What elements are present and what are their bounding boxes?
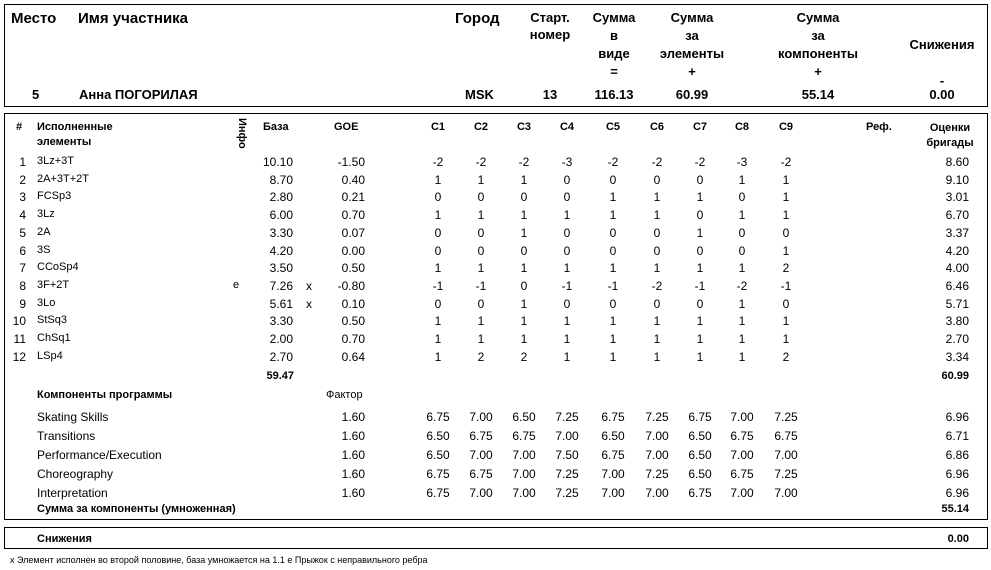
element-judge-score: 1 xyxy=(696,226,704,240)
element-judge-score: 1 xyxy=(434,173,442,187)
element-goe: 0.70 xyxy=(341,208,365,222)
element-base: 8.70 xyxy=(269,173,293,187)
element-judge-score: -1 xyxy=(607,279,619,293)
element-judge-score: 0 xyxy=(477,297,485,311)
element-base: 3.30 xyxy=(269,314,293,328)
element-judge-score: 0 xyxy=(563,190,571,204)
skater-name: Анна ПОГОРИЛАЯ xyxy=(79,87,198,102)
element-judge-score: 1 xyxy=(738,173,746,187)
element-judge-score: 1 xyxy=(609,332,617,346)
element-judge-score: 1 xyxy=(782,190,790,204)
element-judge-score: 0 xyxy=(738,244,746,258)
elements-header-info: Инфо xyxy=(236,118,248,149)
elements-header-executed xyxy=(37,120,113,150)
component-judge-score: 7.50 xyxy=(555,448,579,462)
element-base: 2.00 xyxy=(269,332,293,346)
element-name: StSq3 xyxy=(37,314,67,326)
element-goe: 0.40 xyxy=(341,173,365,187)
element-judge-score: -1 xyxy=(780,279,792,293)
element-judge-score: 1 xyxy=(653,190,661,204)
element-base: 5.61 xyxy=(269,297,293,311)
component-judge-score: 6.75 xyxy=(688,410,712,424)
element-name: ChSq1 xyxy=(37,332,71,344)
element-goe: 0.64 xyxy=(341,350,365,364)
element-num: 10 xyxy=(12,314,26,328)
element-num: 2 xyxy=(19,173,26,187)
deductions-label: Снижения xyxy=(37,533,92,545)
component-judge-score: 7.25 xyxy=(774,410,798,424)
element-judge-score: 1 xyxy=(738,350,746,364)
element-panel-score: 9.10 xyxy=(945,173,969,187)
header-start-number-line2: номер xyxy=(529,27,571,42)
component-judge-score: 6.50 xyxy=(688,448,712,462)
base-total: 59.47 xyxy=(266,370,294,382)
element-goe: 0.50 xyxy=(341,314,365,328)
header-total-line1: Сумма xyxy=(592,10,636,25)
element-bonus-mark: x xyxy=(306,297,312,311)
header-start-number xyxy=(520,9,580,43)
elements-header-panel xyxy=(918,121,982,151)
element-judge-score: 1 xyxy=(782,208,790,222)
elements-header-panel-line2: бригады xyxy=(926,137,974,149)
element-panel-score: 3.34 xyxy=(945,350,969,364)
element-num: 9 xyxy=(19,297,26,311)
element-goe: -1.50 xyxy=(337,155,365,169)
element-judge-score: 1 xyxy=(782,314,790,328)
element-judge-score: 0 xyxy=(653,173,661,187)
element-base: 2.70 xyxy=(269,350,293,364)
component-judge-score: 6.50 xyxy=(512,410,536,424)
element-info: e xyxy=(233,279,240,291)
judge-header-c9: C9 xyxy=(778,121,794,133)
element-base: 2.80 xyxy=(269,190,293,204)
element-goe: 0.00 xyxy=(341,244,365,258)
element-judge-score: 1 xyxy=(477,173,485,187)
component-judge-score: 6.75 xyxy=(426,410,450,424)
element-judge-score: 1 xyxy=(477,314,485,328)
element-judge-score: 0 xyxy=(477,244,485,258)
element-judge-score: -3 xyxy=(561,155,573,169)
element-judge-score: 0 xyxy=(434,297,442,311)
component-judge-score: 7.00 xyxy=(555,429,579,443)
element-judge-score: 1 xyxy=(520,314,528,328)
component-judge-score: 7.00 xyxy=(730,448,754,462)
element-base: 4.20 xyxy=(269,244,293,258)
element-judge-score: -2 xyxy=(651,279,663,293)
component-factor: 1.60 xyxy=(341,486,365,500)
component-judge-score: 7.00 xyxy=(774,448,798,462)
element-judge-score: 0 xyxy=(434,244,442,258)
element-judge-score: 0 xyxy=(563,226,571,240)
element-panel-score: 3.01 xyxy=(945,190,969,204)
element-judge-score: 2 xyxy=(782,350,790,364)
component-judge-score: 7.25 xyxy=(774,467,798,481)
element-name: 3F+2T xyxy=(37,279,70,291)
element-judge-score: 0 xyxy=(477,226,485,240)
component-name: Skating Skills xyxy=(37,410,109,424)
component-factor: 1.60 xyxy=(341,467,365,481)
element-judge-score: 1 xyxy=(520,208,528,222)
skater-total-score: 116.13 xyxy=(594,87,634,102)
component-judge-score: 7.25 xyxy=(555,467,579,481)
element-judge-score: 1 xyxy=(563,332,571,346)
header-components-line3: компоненты xyxy=(778,46,858,61)
skater-deductions: 0.00 xyxy=(929,87,955,102)
header-total xyxy=(586,9,642,81)
element-panel-score: 3.80 xyxy=(945,314,969,328)
element-panel-score: 6.70 xyxy=(945,208,969,222)
component-judge-score: 6.75 xyxy=(512,429,536,443)
judge-header-c2: C2 xyxy=(473,121,489,133)
component-judge-score: 7.00 xyxy=(469,486,493,500)
header-components-line1: Сумма xyxy=(796,10,840,25)
element-judge-score: 0 xyxy=(609,173,617,187)
element-name: CCoSp4 xyxy=(37,261,79,273)
element-judge-score: 1 xyxy=(738,314,746,328)
elements-header-ref: Реф. xyxy=(866,121,892,133)
element-name: FCSp3 xyxy=(37,190,72,202)
element-judge-score: 0 xyxy=(782,297,790,311)
component-judge-score: 7.00 xyxy=(730,410,754,424)
element-judge-score: 0 xyxy=(738,190,746,204)
element-name: 2A+3T+2T xyxy=(37,173,89,185)
element-judge-score: 0 xyxy=(696,297,704,311)
element-judge-score: 1 xyxy=(563,314,571,328)
element-judge-score: 1 xyxy=(609,190,617,204)
element-judge-score: 1 xyxy=(434,261,442,275)
element-judge-score: 1 xyxy=(653,350,661,364)
element-judge-score: 1 xyxy=(653,314,661,328)
header-components-score xyxy=(770,9,866,81)
components-header-title: Компоненты программы xyxy=(37,389,173,401)
element-judge-score: -2 xyxy=(607,155,619,169)
components-header-factor: Фактор xyxy=(326,389,363,401)
element-name: 3Lz+3T xyxy=(37,155,74,167)
elements-header-goe: GOE xyxy=(334,121,359,133)
element-judge-score: 1 xyxy=(563,261,571,275)
element-judge-score: 1 xyxy=(434,350,442,364)
footnote: x Элемент исполнен во второй половине, база умножается на 1.1 e Прыжок с неправильного ребра xyxy=(10,555,428,565)
element-judge-score: -3 xyxy=(736,155,748,169)
component-panel-score: 6.96 xyxy=(945,467,969,481)
component-judge-score: 7.00 xyxy=(512,486,536,500)
element-judge-score: 1 xyxy=(520,173,528,187)
element-judge-score: 1 xyxy=(738,208,746,222)
component-judge-score: 6.50 xyxy=(426,429,450,443)
header-elements-line3: элементы xyxy=(659,46,725,61)
skater-components-score: 55.14 xyxy=(801,87,835,102)
element-judge-score: 1 xyxy=(520,226,528,240)
element-num: 5 xyxy=(19,226,26,240)
header-deductions-line1: Снижения xyxy=(909,37,975,52)
component-judge-score: 7.00 xyxy=(730,486,754,500)
element-judge-score: 2 xyxy=(477,350,485,364)
header-elements-score xyxy=(652,9,732,81)
header-elements-line4: + xyxy=(688,64,696,79)
element-judge-score: 1 xyxy=(738,297,746,311)
deductions-box xyxy=(4,527,988,549)
element-name: 2A xyxy=(37,226,51,238)
element-judge-score: 1 xyxy=(696,261,704,275)
element-judge-score: 1 xyxy=(696,190,704,204)
element-judge-score: 0 xyxy=(609,297,617,311)
element-judge-score: 1 xyxy=(696,350,704,364)
element-num: 3 xyxy=(19,190,26,204)
element-judge-score: 0 xyxy=(520,279,528,293)
component-judge-score: 7.00 xyxy=(645,429,669,443)
header-total-line3: виде xyxy=(598,46,630,61)
component-judge-score: 7.00 xyxy=(469,448,493,462)
component-judge-score: 6.75 xyxy=(774,429,798,443)
skater-place: 5 xyxy=(32,87,40,102)
header-place: Место xyxy=(11,10,57,27)
header-total-line2: в xyxy=(610,28,618,43)
element-judge-score: 0 xyxy=(434,226,442,240)
element-base: 6.00 xyxy=(269,208,293,222)
element-panel-score: 4.20 xyxy=(945,244,969,258)
element-num: 1 xyxy=(19,155,26,169)
component-judge-score: 6.50 xyxy=(688,429,712,443)
component-panel-score: 6.96 xyxy=(945,486,969,500)
component-judge-score: 7.00 xyxy=(469,410,493,424)
judge-header-c6: C6 xyxy=(649,121,665,133)
element-judge-score: 1 xyxy=(782,244,790,258)
element-judge-score: 0 xyxy=(477,190,485,204)
element-judge-score: 1 xyxy=(520,332,528,346)
component-panel-score: 6.86 xyxy=(945,448,969,462)
element-judge-score: 1 xyxy=(782,173,790,187)
component-judge-score: 6.50 xyxy=(426,448,450,462)
component-judge-score: 7.00 xyxy=(512,467,536,481)
judge-header-c3: C3 xyxy=(516,121,532,133)
component-judge-score: 6.75 xyxy=(730,429,754,443)
components-total-value: 55.14 xyxy=(941,503,969,515)
component-judge-score: 6.75 xyxy=(688,486,712,500)
element-judge-score: 1 xyxy=(609,350,617,364)
component-factor: 1.60 xyxy=(341,410,365,424)
element-goe: 0.50 xyxy=(341,261,365,275)
element-judge-score: 0 xyxy=(696,173,704,187)
element-judge-score: 1 xyxy=(653,208,661,222)
element-judge-score: 0 xyxy=(520,190,528,204)
component-name: Interpretation xyxy=(37,486,108,500)
component-judge-score: 7.25 xyxy=(555,410,579,424)
element-panel-score: 8.60 xyxy=(945,155,969,169)
skater-city: MSK xyxy=(465,87,494,102)
component-panel-score: 6.71 xyxy=(945,429,969,443)
element-judge-score: 1 xyxy=(520,261,528,275)
element-judge-score: 1 xyxy=(609,261,617,275)
element-judge-score: -2 xyxy=(432,155,444,169)
element-panel-score: 2.70 xyxy=(945,332,969,346)
element-base: 3.30 xyxy=(269,226,293,240)
elements-header-executed-line2: элементы xyxy=(37,136,92,148)
element-num: 11 xyxy=(13,332,26,346)
header-start-number-line1: Старт. xyxy=(530,10,570,25)
header-city: Город xyxy=(455,10,500,27)
element-judge-score: 0 xyxy=(563,244,571,258)
element-judge-score: 2 xyxy=(782,261,790,275)
element-judge-score: 1 xyxy=(477,332,485,346)
element-judge-score: -1 xyxy=(694,279,706,293)
header-name: Имя участника xyxy=(78,10,189,27)
component-judge-score: 7.25 xyxy=(645,410,669,424)
header-deductions-line2: - xyxy=(939,73,945,88)
element-judge-score: -2 xyxy=(780,155,792,169)
element-name: 3Lz xyxy=(37,208,55,220)
element-judge-score: -1 xyxy=(432,279,444,293)
element-judge-score: 0 xyxy=(653,244,661,258)
element-num: 8 xyxy=(19,279,26,293)
element-judge-score: 1 xyxy=(738,332,746,346)
deductions-value: 0.00 xyxy=(947,533,969,545)
element-bonus-mark: x xyxy=(306,279,312,293)
component-judge-score: 6.75 xyxy=(601,448,625,462)
component-judge-score: 7.00 xyxy=(645,448,669,462)
element-judge-score: 1 xyxy=(696,332,704,346)
element-judge-score: 1 xyxy=(696,314,704,328)
component-judge-score: 6.75 xyxy=(426,486,450,500)
element-base: 7.26 xyxy=(269,279,293,293)
element-name: LSp4 xyxy=(37,350,63,362)
component-judge-score: 6.75 xyxy=(730,467,754,481)
skater-elements-score: 60.99 xyxy=(675,87,709,102)
element-judge-score: 1 xyxy=(434,208,442,222)
component-judge-score: 6.50 xyxy=(601,429,625,443)
element-judge-score: -2 xyxy=(518,155,530,169)
element-judge-score: 0 xyxy=(434,190,442,204)
component-name: Choreography xyxy=(37,467,114,481)
element-num: 12 xyxy=(12,350,26,364)
element-judge-score: -2 xyxy=(651,155,663,169)
component-name: Transitions xyxy=(37,429,96,443)
element-judge-score: 0 xyxy=(782,226,790,240)
element-judge-score: 0 xyxy=(696,244,704,258)
judge-header-c4: C4 xyxy=(559,121,575,133)
element-judge-score: 1 xyxy=(738,261,746,275)
component-factor: 1.60 xyxy=(341,429,365,443)
component-judge-score: 7.25 xyxy=(645,467,669,481)
components-total-label: Сумма за компоненты (умноженная) xyxy=(37,503,236,515)
element-judge-score: 2 xyxy=(520,350,528,364)
element-judge-score: 1 xyxy=(477,208,485,222)
component-judge-score: 7.00 xyxy=(774,486,798,500)
element-judge-score: -2 xyxy=(475,155,487,169)
elements-header-num: # xyxy=(16,121,23,133)
element-judge-score: 0 xyxy=(609,226,617,240)
element-judge-score: 0 xyxy=(609,244,617,258)
element-judge-score: 1 xyxy=(434,314,442,328)
element-judge-score: 0 xyxy=(738,226,746,240)
element-judge-score: 1 xyxy=(477,261,485,275)
element-num: 7 xyxy=(19,261,26,275)
element-goe: 0.07 xyxy=(341,226,365,240)
element-base: 10.10 xyxy=(262,155,293,169)
elements-header-base: База xyxy=(263,121,289,133)
component-judge-score: 7.25 xyxy=(555,486,579,500)
element-judge-score: 1 xyxy=(520,297,528,311)
component-judge-score: 7.00 xyxy=(512,448,536,462)
element-judge-score: 1 xyxy=(609,314,617,328)
element-num: 6 xyxy=(19,244,26,258)
element-goe: 0.70 xyxy=(341,332,365,346)
header-components-line2: за xyxy=(811,28,825,43)
component-judge-score: 6.75 xyxy=(601,410,625,424)
element-judge-score: 1 xyxy=(609,208,617,222)
component-judge-score: 7.00 xyxy=(645,486,669,500)
component-judge-score: 6.50 xyxy=(688,467,712,481)
element-judge-score: -2 xyxy=(736,279,748,293)
element-judge-score: -2 xyxy=(694,155,706,169)
component-judge-score: 6.75 xyxy=(426,467,450,481)
elements-header-executed-line1: Исполненные xyxy=(37,121,113,133)
element-judge-score: 0 xyxy=(653,226,661,240)
element-judge-score: 0 xyxy=(696,208,704,222)
element-judge-score: 1 xyxy=(782,332,790,346)
header-components-line4: + xyxy=(814,64,822,79)
component-factor: 1.60 xyxy=(341,448,365,462)
header-elements-line1: Сумма xyxy=(670,10,714,25)
component-judge-score: 7.00 xyxy=(601,467,625,481)
component-judge-score: 6.75 xyxy=(469,467,493,481)
element-panel-score: 3.37 xyxy=(945,226,969,240)
header-elements-line2: за xyxy=(685,28,699,43)
element-name: 3S xyxy=(37,244,51,256)
element-judge-score: 1 xyxy=(653,332,661,346)
element-goe: -0.80 xyxy=(337,279,365,293)
component-panel-score: 6.96 xyxy=(945,410,969,424)
element-judge-score: -1 xyxy=(561,279,573,293)
element-goe: 0.10 xyxy=(341,297,365,311)
element-panel-score: 6.46 xyxy=(945,279,969,293)
judge-header-c5: C5 xyxy=(605,121,621,133)
element-judge-score: 0 xyxy=(563,297,571,311)
element-judge-score: 1 xyxy=(563,350,571,364)
element-goe: 0.21 xyxy=(341,190,365,204)
component-name: Performance/Execution xyxy=(37,448,162,462)
skater-start-number: 13 xyxy=(542,87,558,102)
element-judge-score: 0 xyxy=(563,173,571,187)
judge-header-c1: C1 xyxy=(430,121,446,133)
judge-header-c7: C7 xyxy=(692,121,708,133)
header-total-line4: = xyxy=(610,64,618,79)
element-judge-score: 1 xyxy=(653,261,661,275)
component-judge-score: 7.00 xyxy=(601,486,625,500)
element-num: 4 xyxy=(19,208,26,222)
element-panel-score: 5.71 xyxy=(945,297,969,311)
element-judge-score: 1 xyxy=(434,332,442,346)
element-judge-score: 1 xyxy=(563,208,571,222)
elements-header-panel-line1: Оценки xyxy=(929,122,971,134)
component-judge-score: 6.75 xyxy=(469,429,493,443)
judge-header-c8: C8 xyxy=(734,121,750,133)
element-judge-score: 0 xyxy=(653,297,661,311)
elements-total: 60.99 xyxy=(941,370,969,382)
element-panel-score: 4.00 xyxy=(945,261,969,275)
element-judge-score: 0 xyxy=(520,244,528,258)
element-base: 3.50 xyxy=(269,261,293,275)
element-judge-score: -1 xyxy=(475,279,487,293)
element-name: 3Lo xyxy=(37,297,56,309)
